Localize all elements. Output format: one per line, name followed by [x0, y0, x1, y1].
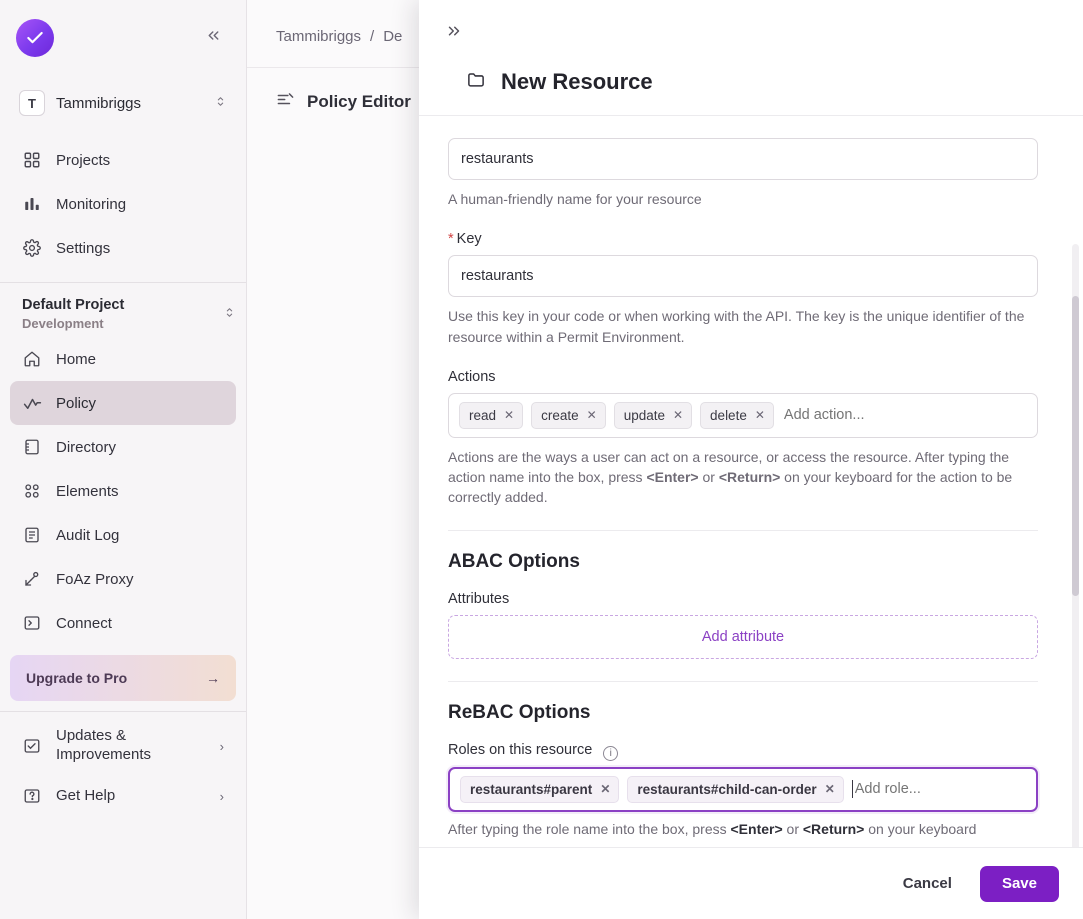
org-switcher[interactable] [10, 82, 236, 124]
action-chip[interactable] [531, 402, 606, 429]
actions-chips-input[interactable] [448, 393, 1038, 438]
sidebar-header [0, 0, 246, 76]
project-texts [22, 297, 223, 331]
key-field-group [448, 231, 1037, 347]
panel-scrollbar-thumb[interactable] [1072, 296, 1079, 596]
roles-chips-input[interactable] [448, 767, 1038, 812]
sidebar-item-updates-improvements[interactable] [10, 718, 236, 774]
chevrons-left-icon[interactable] [199, 23, 228, 53]
roles-label [448, 742, 1037, 759]
key-input[interactable]: restaurants [448, 255, 1038, 297]
add-role-input[interactable] [852, 780, 1026, 798]
breadcrumb-separator: / [370, 28, 375, 45]
sidebar-item-get-help[interactable] [10, 774, 236, 818]
key-label [448, 231, 1037, 247]
sidebar-item-projects[interactable] [10, 138, 236, 182]
help-icon [22, 786, 42, 806]
breadcrumb-item-env[interactable]: De [383, 28, 403, 45]
section-divider [448, 681, 1038, 682]
role-chip[interactable] [460, 776, 619, 803]
actions-help-b: on your keyboard for the action to be correctly added. [448, 469, 1013, 506]
chevrons-right-icon[interactable] [445, 22, 471, 45]
updates-icon [22, 736, 42, 756]
project-title: Default Project [22, 297, 125, 313]
sidebar-item-label: Home [56, 350, 97, 368]
upgrade-to-pro-button[interactable] [10, 655, 236, 701]
audit-log-icon [22, 525, 42, 545]
sidebar-item-label: FoAz Proxy [56, 570, 134, 588]
actions-help-or: or [698, 469, 719, 486]
permit-logo-icon[interactable] [16, 19, 54, 57]
sidebar-item-label: Connect [56, 614, 112, 632]
breadcrumb-item-org[interactable]: Tammibriggs [276, 28, 362, 45]
name-help-text: A human-friendly name for your resource [448, 191, 702, 207]
actions-label: Actions [448, 368, 496, 385]
section-divider [448, 530, 1038, 531]
org-name: Tammibriggs [56, 94, 142, 112]
directory-icon [22, 437, 42, 457]
home-icon [22, 349, 42, 369]
sidebar-item-audit-log[interactable] [10, 513, 236, 557]
policy-editor-icon [276, 90, 295, 114]
nav-secondary [0, 337, 246, 645]
action-chip-label: update [623, 407, 665, 423]
key-help-text: Use this key in your code or when working with the API. The key is the unique identifier of the resource within a Permit Environment. [448, 308, 1025, 345]
abac-section-title: ABAC Options [448, 550, 580, 572]
actions-field-group [448, 369, 1037, 508]
foaz-proxy-icon [22, 569, 42, 589]
sidebar-item-label: Updates & Improvements [56, 727, 152, 763]
chevron-updown-icon [214, 95, 227, 111]
sidebar-item-directory[interactable] [10, 425, 236, 469]
roles-help-return: <Return> [802, 820, 865, 837]
arrow-right-icon: → [206, 670, 220, 686]
upgrade-label: Upgrade to Pro [26, 670, 128, 686]
close-icon[interactable]: ✕ [672, 408, 684, 423]
name-field-group [448, 138, 1037, 209]
sidebar-item-elements[interactable] [10, 469, 236, 513]
info-icon[interactable]: i [603, 746, 618, 761]
roles-help-b: on your keyboard [864, 820, 977, 837]
nav-primary [0, 138, 246, 270]
new-resource-panel [419, 0, 1083, 919]
sidebar-item-label: Policy [56, 394, 97, 412]
sidebar-item-label: Get Help [56, 786, 116, 804]
role-chip-label: restaurants#child-can-order [637, 781, 817, 797]
gear-icon [22, 238, 42, 258]
bar-chart-icon [22, 194, 42, 214]
actions-help-text [448, 447, 1037, 508]
sidebar-item-monitoring[interactable] [10, 182, 236, 226]
sidebar-item-label: Projects [56, 151, 111, 169]
connect-icon [22, 613, 42, 633]
roles-help-or: or [782, 820, 803, 837]
actions-help-a: Actions are the ways a user can act on a resource, or access the resource. After typing the action name into the box, press [448, 448, 1010, 486]
sidebar-item-label: Settings [56, 239, 111, 257]
panel-header [419, 0, 1083, 95]
actions-help-return: <Return> [718, 469, 781, 486]
attributes-group [448, 591, 1037, 659]
sidebar-item-settings[interactable] [10, 226, 236, 270]
actions-help-enter: <Enter> [646, 469, 699, 486]
close-icon[interactable]: ✕ [824, 782, 835, 797]
org-avatar: T [19, 90, 45, 116]
panel-title [465, 69, 1057, 95]
roles-label-text: Roles on this resource [448, 741, 593, 758]
required-marker: * [448, 231, 454, 248]
close-icon[interactable]: ✕ [504, 408, 515, 423]
sidebar-item-label: Audit Log [56, 526, 120, 544]
role-chip[interactable] [627, 776, 843, 803]
action-chip-label: delete [710, 407, 747, 423]
roles-help-a: After typing the role name into the box, press [448, 820, 731, 837]
close-icon[interactable]: ✕ [600, 782, 611, 797]
cancel-button[interactable]: Cancel [902, 875, 952, 892]
close-icon[interactable]: ✕ [754, 408, 765, 423]
project-environment: Development [22, 316, 104, 331]
action-chip[interactable] [614, 402, 692, 429]
attributes-label: Attributes [448, 590, 510, 607]
elements-icon [22, 481, 42, 501]
add-action-input[interactable] [782, 406, 1027, 424]
sidebar-item-label: Monitoring [56, 195, 127, 213]
project-switcher[interactable] [0, 283, 246, 337]
key-label-text: Key [456, 231, 482, 248]
action-chip-label: read [469, 407, 497, 423]
save-button[interactable]: Save [980, 866, 1059, 902]
sidebar-item-label: Elements [56, 482, 119, 500]
policy-icon [22, 393, 42, 413]
action-chip[interactable] [459, 402, 523, 429]
role-chip-label: restaurants#parent [470, 781, 593, 797]
sidebar-bottom-divider [0, 711, 246, 712]
roles-help-text [448, 821, 1037, 837]
grid-icon [22, 150, 42, 170]
sidebar-item-home[interactable] [10, 337, 236, 381]
page-title-label: Policy Editor [307, 92, 411, 111]
sidebar-item-connect[interactable] [10, 601, 236, 645]
roles-group [448, 742, 1037, 837]
sidebar-item-policy[interactable] [10, 381, 236, 425]
panel-title-label: New Resource [501, 69, 653, 94]
nav-footer [0, 718, 246, 818]
chevron-right-icon: › [219, 788, 224, 804]
chevron-right-icon: › [219, 738, 224, 754]
action-chip[interactable] [700, 402, 774, 429]
rebac-section-title: ReBAC Options [448, 701, 591, 723]
action-chip-label: create [541, 407, 579, 423]
chevron-updown-icon [223, 306, 236, 322]
folder-icon [465, 70, 487, 95]
sidebar-item-foaz-proxy[interactable] [10, 557, 236, 601]
add-attribute-button[interactable]: Add attribute [448, 615, 1038, 659]
sidebar [0, 0, 247, 919]
close-icon[interactable]: ✕ [586, 408, 597, 423]
sidebar-item-label: Directory [56, 438, 117, 456]
panel-footer [419, 847, 1083, 919]
name-input[interactable]: restaurants [448, 138, 1038, 180]
panel-body [419, 115, 1083, 847]
roles-help-enter: <Enter> [730, 820, 783, 837]
